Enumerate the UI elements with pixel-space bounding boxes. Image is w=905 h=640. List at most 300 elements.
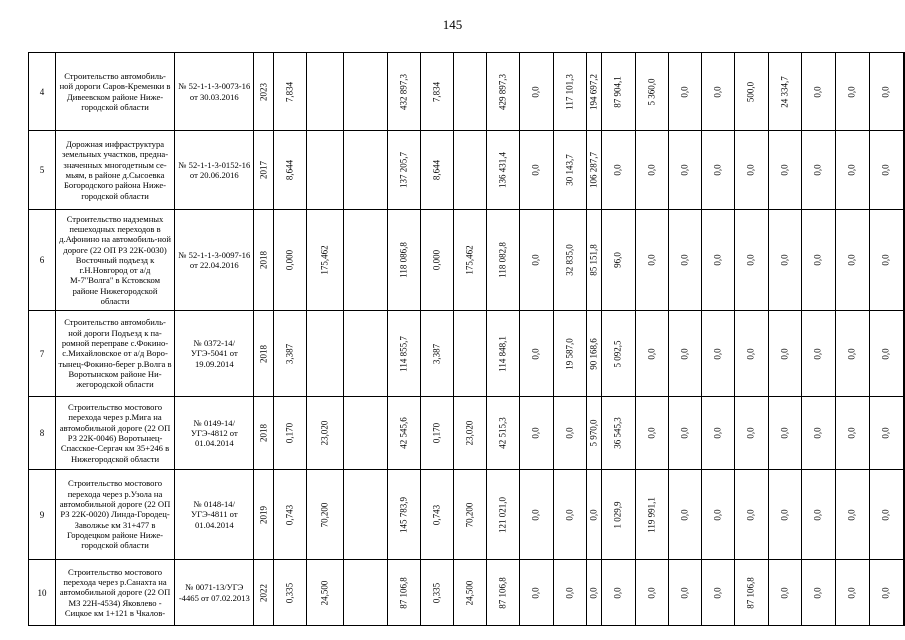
value-text: 2017	[258, 161, 269, 179]
value-text: 2018	[258, 251, 269, 269]
value-cell	[520, 397, 553, 470]
value-cell	[586, 210, 602, 311]
value-text: 5 092,5	[612, 340, 623, 367]
value-cell	[702, 470, 735, 560]
value-text: 0,0	[880, 508, 891, 521]
value-text: 85 151,8	[588, 244, 599, 276]
value-cell	[254, 210, 273, 311]
value-text: 7,834	[431, 81, 442, 102]
value-text: 145 783,9	[398, 496, 409, 533]
value-cell	[254, 470, 273, 560]
value-text: 1 029,9	[612, 501, 623, 528]
value-cell	[602, 210, 635, 311]
value-cell	[735, 470, 768, 560]
value-cell	[487, 311, 520, 397]
value-cell	[869, 131, 903, 210]
value-cell	[668, 560, 701, 626]
value-text: 0,0	[712, 427, 723, 439]
value-cell	[586, 470, 602, 560]
value-cell	[307, 560, 344, 626]
value-text: 0,0	[712, 508, 723, 521]
value-cell	[735, 131, 768, 210]
value-cell	[801, 470, 835, 560]
value-text: 0,0	[530, 254, 541, 266]
value-text: 0,000	[431, 249, 442, 271]
expertise-document: № 0372-14/УГЭ-5041 от 19.09.2014	[175, 311, 254, 397]
table-row	[29, 210, 905, 311]
value-cell	[453, 53, 486, 131]
value-text: 0,0	[530, 347, 541, 360]
value-text: 136 431,4	[497, 152, 508, 188]
value-cell	[254, 397, 273, 470]
value-text: 5 360,0	[646, 78, 657, 105]
value-cell	[388, 397, 421, 470]
page-number: 145	[442, 17, 463, 32]
value-cell	[602, 397, 635, 470]
value-text: 175,462	[464, 245, 475, 275]
value-text: 0,0	[812, 85, 823, 98]
value-cell	[586, 131, 602, 210]
value-text: 70,200	[464, 502, 475, 527]
value-cell	[553, 53, 586, 131]
value-text: 0,0	[846, 347, 857, 360]
row-number: 8	[29, 397, 56, 470]
value-cell	[869, 397, 903, 470]
value-cell	[635, 397, 668, 470]
value-text	[904, 509, 905, 520]
value-cell	[520, 311, 553, 397]
value-text: 0,743	[431, 504, 442, 525]
value-cell	[307, 311, 344, 397]
value-cell	[388, 311, 421, 397]
table-row	[29, 560, 905, 626]
value-cell	[835, 470, 869, 560]
row-number: 5	[29, 131, 56, 210]
value-cell	[835, 131, 869, 210]
value-text: 0,0	[712, 586, 723, 599]
value-text	[904, 254, 905, 265]
expertise-document: № 0071-13/УГЭ -4465 от 07.02.2013	[175, 560, 254, 626]
value-cell	[254, 560, 273, 626]
value-text: 0,743	[284, 504, 295, 525]
value-text: 0,0	[679, 85, 690, 98]
value-cell	[869, 53, 903, 131]
value-cell	[273, 470, 306, 560]
value-text: 32 835,0	[564, 244, 575, 276]
value-cell	[635, 560, 668, 626]
object-name: Дорожная инфраструктура земельных участков, предна-значенных многодетным се-мьям, в районе д.Сысоевка Богородского района Ниже-городской области	[55, 131, 174, 210]
expertise-document: № 0148-14/УГЭ-4811 от 01.04.2014	[175, 470, 254, 560]
value-text: 30 143,7	[564, 154, 575, 186]
table-row	[29, 131, 905, 210]
value-text: 0,0	[745, 164, 756, 176]
value-text: 0,0	[646, 347, 657, 360]
value-cell	[520, 470, 553, 560]
value-text	[904, 86, 905, 97]
object-name: Строительство мостового перехода через р.Мига на автомобильной дороге (22 ОП РЗ 22К-0046) Воротынец-Спасское-Сергач км 35+246 в Нижегородской области	[55, 397, 174, 470]
value-text: 87 106,8	[745, 576, 756, 609]
value-cell	[307, 131, 344, 210]
value-text: 0,0	[588, 508, 599, 521]
value-text: 2018	[258, 344, 269, 363]
value-cell	[487, 560, 520, 626]
value-cell	[273, 560, 306, 626]
value-text: 96,0	[612, 252, 623, 268]
value-text: 0,0	[779, 347, 790, 360]
value-cell	[735, 397, 768, 470]
value-cell	[702, 397, 735, 470]
expertise-document: № 52-1-1-3-0073-16 от 30.03.2016	[175, 53, 254, 131]
value-cell	[520, 560, 553, 626]
value-cell	[487, 131, 520, 210]
value-cell	[702, 560, 735, 626]
value-cell	[904, 53, 905, 131]
value-text: 8,644	[431, 159, 442, 181]
value-cell	[869, 311, 903, 397]
value-text: 137 205,7	[398, 152, 409, 188]
expertise-document: № 0149-14/УГЭ-4812 от 01.04.2014	[175, 397, 254, 470]
value-cell	[835, 53, 869, 131]
object-name: Строительство автомобиль-ной дороги Саров-Кременки в Дивеевском районе Ниже-городской области	[55, 53, 174, 131]
value-cell	[768, 311, 801, 397]
value-cell	[586, 560, 602, 626]
value-text: 118 082,8	[497, 242, 508, 278]
value-cell	[553, 470, 586, 560]
value-cell	[421, 397, 453, 470]
value-text: 0,0	[745, 427, 756, 439]
value-text: 0,0	[679, 164, 690, 176]
value-text: 121 021,0	[497, 496, 508, 533]
value-text: 0,0	[880, 85, 891, 98]
value-text: 0,0	[646, 164, 657, 176]
value-text: 90 168,6	[588, 337, 599, 370]
value-cell	[421, 311, 453, 397]
value-cell	[421, 560, 453, 626]
value-cell	[453, 131, 486, 210]
value-text	[904, 348, 905, 359]
value-text: 0,170	[284, 422, 295, 444]
value-text: 42 545,6	[398, 417, 409, 449]
value-cell	[904, 397, 905, 470]
value-text: 0,0	[679, 427, 690, 439]
value-cell	[735, 53, 768, 131]
value-text: 0,0	[530, 427, 541, 439]
table-row	[29, 397, 905, 470]
value-text: 2023	[258, 82, 269, 101]
value-text: 0,0	[646, 427, 657, 439]
value-cell	[344, 131, 388, 210]
value-text: 0,0	[812, 254, 823, 266]
value-cell	[388, 53, 421, 131]
value-cell	[635, 311, 668, 397]
value-text: 87 106,8	[398, 576, 409, 609]
value-text: 0,0	[530, 508, 541, 521]
value-text: 3,387	[284, 343, 295, 364]
value-text: 0,0	[779, 508, 790, 521]
value-cell	[254, 53, 273, 131]
value-text: 0,0	[646, 586, 657, 599]
value-cell	[487, 397, 520, 470]
object-name: Строительство мостового перехода через р.Санахта на автомобильной дороге (22 ОП МЗ 22Н-4534) Яковлево - Сицкое км 1+121 в Чкалов-	[55, 560, 174, 626]
value-cell	[835, 210, 869, 311]
value-text: 0,0	[779, 164, 790, 176]
value-text: 0,0	[779, 586, 790, 599]
value-text: 3,387	[431, 343, 442, 364]
value-text: 500,0	[745, 81, 756, 102]
value-cell	[835, 397, 869, 470]
value-cell	[388, 470, 421, 560]
value-cell	[801, 560, 835, 626]
value-cell	[668, 53, 701, 131]
expertise-document: № 52-1-1-3-0152-16 от 20.06.2016	[175, 131, 254, 210]
value-text: 0,0	[679, 254, 690, 266]
value-cell	[586, 397, 602, 470]
value-text: 0,0	[745, 254, 756, 266]
value-text: 23,020	[319, 420, 330, 446]
value-cell	[904, 131, 905, 210]
value-cell	[602, 53, 635, 131]
value-text: 0,0	[880, 586, 891, 599]
value-cell	[273, 53, 306, 131]
value-cell	[487, 53, 520, 131]
value-text: 2019	[258, 505, 269, 524]
value-text: 0,0	[812, 347, 823, 360]
value-cell	[602, 560, 635, 626]
value-cell	[421, 131, 453, 210]
value-text: 429 897,3	[497, 73, 508, 110]
value-cell	[668, 210, 701, 311]
value-cell	[487, 210, 520, 311]
value-cell	[635, 53, 668, 131]
value-cell	[768, 131, 801, 210]
value-text: 70,200	[319, 502, 330, 527]
value-cell	[602, 470, 635, 560]
value-text: 0,0	[812, 586, 823, 599]
value-cell	[904, 470, 905, 560]
value-cell	[344, 311, 388, 397]
value-cell	[835, 311, 869, 397]
value-cell	[388, 210, 421, 311]
value-cell	[553, 210, 586, 311]
value-cell	[344, 210, 388, 311]
value-text: 0,0	[880, 347, 891, 360]
value-text: 0,0	[812, 427, 823, 439]
value-cell	[668, 397, 701, 470]
value-cell	[768, 560, 801, 626]
value-cell	[520, 210, 553, 311]
object-name: Строительство мостового перехода через р.Узола на автомобильной дороге (22 ОП РЗ 22К-0020) Линда-Городец-Заволжье км 31+477 в Городецком районе Ниже-городской области	[55, 470, 174, 560]
value-cell	[553, 397, 586, 470]
value-cell	[487, 470, 520, 560]
value-cell	[768, 53, 801, 131]
value-cell	[307, 210, 344, 311]
value-text: 42 515,3	[497, 417, 508, 449]
value-text: 0,0	[812, 508, 823, 521]
value-text	[904, 427, 905, 438]
value-text: 175,462	[319, 245, 330, 275]
value-text: 114 848,1	[497, 335, 508, 372]
value-cell	[553, 311, 586, 397]
value-cell	[635, 131, 668, 210]
value-cell	[904, 311, 905, 397]
value-text: 0,335	[431, 582, 442, 603]
value-cell	[735, 560, 768, 626]
value-text: 24,500	[464, 580, 475, 605]
value-text: 0,170	[431, 422, 442, 444]
row-number: 9	[29, 470, 56, 560]
value-cell	[553, 131, 586, 210]
value-cell	[904, 210, 905, 311]
value-text: 0,0	[812, 164, 823, 176]
value-text: 19 587,0	[564, 337, 575, 370]
value-text: 0,0	[712, 254, 723, 266]
value-text: 5 970,0	[588, 419, 599, 447]
value-cell	[553, 560, 586, 626]
value-text: 24 334,7	[779, 75, 790, 108]
value-cell	[344, 397, 388, 470]
value-text: 87 904,1	[612, 75, 623, 108]
value-cell	[801, 210, 835, 311]
value-text: 0,0	[779, 427, 790, 439]
row-number: 7	[29, 311, 56, 397]
object-name: Строительство автомобиль-ной дороги Подъезд к па-ромной переправе с.Фокино-с.Михайловское от а/д Воро-тынец-Фокино-берег р.Волга в Воротынском районе Ни-жегородской области	[55, 311, 174, 397]
value-cell	[702, 53, 735, 131]
value-cell	[254, 311, 273, 397]
value-text: 0,0	[846, 85, 857, 98]
value-cell	[768, 210, 801, 311]
table-row	[29, 311, 905, 397]
value-text: 0,0	[880, 164, 891, 176]
value-text: 117 101,3	[564, 73, 575, 110]
value-cell	[635, 210, 668, 311]
value-cell	[307, 470, 344, 560]
value-cell	[453, 397, 486, 470]
value-cell	[273, 210, 306, 311]
value-text: 0,0	[530, 164, 541, 176]
value-cell	[835, 560, 869, 626]
value-cell	[344, 470, 388, 560]
value-cell	[520, 131, 553, 210]
value-cell	[702, 311, 735, 397]
value-cell	[453, 210, 486, 311]
value-cell	[801, 397, 835, 470]
value-cell	[388, 560, 421, 626]
value-cell	[735, 210, 768, 311]
value-cell	[421, 210, 453, 311]
value-cell	[904, 560, 905, 626]
value-text: 24,500	[319, 580, 330, 605]
value-cell	[801, 311, 835, 397]
value-cell	[273, 397, 306, 470]
expertise-document: № 52-1-1-3-0097-16 от 22.04.2016	[175, 210, 254, 311]
value-text: 0,0	[846, 254, 857, 266]
value-cell	[344, 560, 388, 626]
value-text	[904, 164, 905, 175]
value-text: 0,0	[530, 85, 541, 98]
value-cell	[668, 131, 701, 210]
value-text: 0,0	[612, 586, 623, 599]
value-text: 0,0	[564, 427, 575, 439]
value-cell	[388, 131, 421, 210]
value-cell	[421, 470, 453, 560]
value-text: 114 855,7	[398, 335, 409, 372]
value-cell	[273, 131, 306, 210]
value-cell	[453, 311, 486, 397]
value-text: 0,0	[712, 85, 723, 98]
value-text: 0,0	[612, 164, 623, 176]
row-number: 4	[29, 53, 56, 131]
value-text: 0,0	[679, 347, 690, 360]
value-text: 118 086,8	[398, 242, 409, 278]
value-text: 0,0	[646, 254, 657, 266]
value-cell	[668, 470, 701, 560]
value-text: 194 697,2	[588, 73, 599, 110]
value-cell	[421, 53, 453, 131]
value-cell	[668, 311, 701, 397]
value-cell	[768, 470, 801, 560]
value-text: 23,020	[464, 420, 475, 446]
value-text: 0,0	[779, 254, 790, 266]
value-text: 0,0	[679, 508, 690, 521]
value-cell	[602, 311, 635, 397]
value-text: 0,0	[712, 347, 723, 360]
value-cell	[869, 560, 903, 626]
value-text: 0,0	[564, 508, 575, 521]
value-cell	[635, 470, 668, 560]
value-text: 0,0	[846, 427, 857, 439]
value-cell	[307, 397, 344, 470]
value-text: 0,0	[564, 586, 575, 599]
value-text: 0,0	[712, 164, 723, 176]
row-number: 10	[29, 560, 56, 626]
value-cell	[307, 53, 344, 131]
value-text: 0,0	[745, 508, 756, 521]
value-cell	[344, 53, 388, 131]
value-text: 0,000	[284, 249, 295, 271]
value-cell	[768, 397, 801, 470]
value-text: 0,0	[530, 586, 541, 599]
value-cell	[453, 560, 486, 626]
value-text: 0,0	[880, 427, 891, 439]
value-text: 0,0	[846, 164, 857, 176]
value-text: 2018	[258, 424, 269, 442]
value-cell	[735, 311, 768, 397]
value-cell	[254, 131, 273, 210]
value-text: 119 991,1	[646, 496, 657, 533]
value-cell	[602, 131, 635, 210]
value-cell	[702, 131, 735, 210]
value-cell	[520, 53, 553, 131]
value-text: 106 287,7	[588, 152, 599, 188]
object-name: Строительство надземных пешеходных переходов в д.Афонино на автомобиль-ной дороге (22 ОП РЗ 22К-0030) Восточный подъезд к г.Н.Новгород от а/д М-7"Волга" в Кстовском районе Нижегородской области	[55, 210, 174, 311]
value-cell	[869, 470, 903, 560]
value-cell	[702, 210, 735, 311]
value-cell	[273, 311, 306, 397]
value-text: 432 897,3	[398, 73, 409, 110]
investment-table	[28, 52, 905, 626]
row-number: 6	[29, 210, 56, 311]
value-text: 8,644	[284, 159, 295, 181]
value-text: 87 106,8	[497, 576, 508, 609]
value-text: 0,0	[846, 508, 857, 521]
table-row	[29, 53, 905, 131]
value-text: 2022	[258, 583, 269, 602]
value-cell	[586, 53, 602, 131]
value-text: 0,0	[745, 347, 756, 360]
value-text	[904, 587, 905, 598]
value-text: 0,0	[846, 586, 857, 599]
value-text: 0,0	[679, 586, 690, 599]
